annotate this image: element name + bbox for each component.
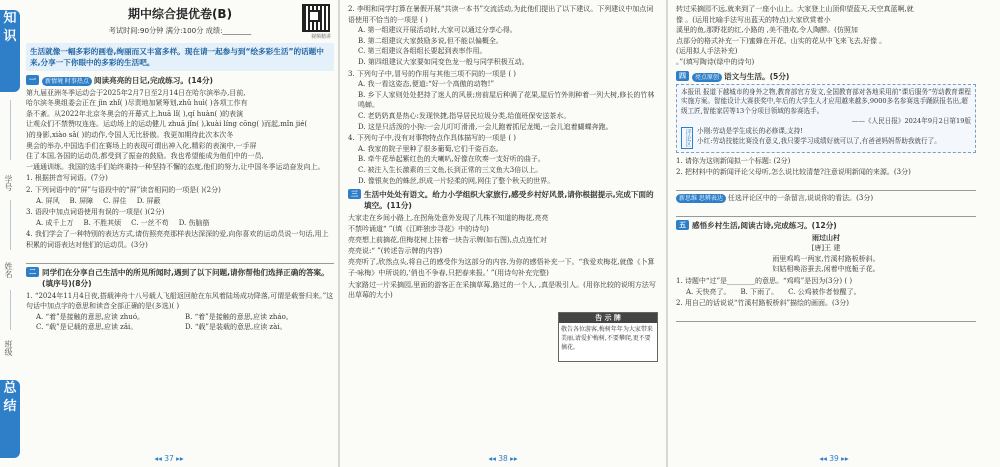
poem-title: 雨过山村 — [812, 232, 840, 242]
option[interactable]: B. 第二组建议大家鼓励多说,但不能以偏概全。 — [358, 36, 503, 45]
option[interactable]: A. “着”是接触的意思,应读 zhuó。 — [36, 312, 145, 321]
option[interactable]: A. 我家的院子里种了很多葡萄,它们千姿百态。 — [358, 144, 503, 153]
section-title: 生活中处处有语文。给力小学组织大家旅行,感受乡村好风景,请你根据提示,完成下面的填空。(11分) — [364, 190, 654, 211]
option[interactable]: C. 被注入生长激素的三文鱼,长到正常的三文鱼大3倍以上。 — [358, 165, 543, 174]
section-4-header — [676, 71, 976, 82]
diary-line: 第九届亚洲冬季运动会于2025年2月7日至2月14日在哈尔滨举办,目前, — [26, 88, 246, 97]
section-1-header — [26, 75, 334, 86]
right-margin — [978, 0, 1000, 467]
section-badge: 新情境 时事热点 — [42, 77, 92, 86]
option[interactable]: B. 牵牛花举起紫红色的大喇叭,好像在吹奏一支好听的曲子。 — [358, 155, 545, 164]
option[interactable]: C. 第三组建议各组组长要起到表率作用。 — [358, 47, 487, 56]
poem-question-1-options — [676, 287, 976, 298]
section-3-body — [348, 213, 660, 256]
diary-line: 住了本国,各国的运动员,都受到了振奋的鼓励。我也希望能成为他们中的一员, — [26, 152, 264, 161]
section-number: 三 — [348, 189, 361, 199]
option[interactable]: B. 下雨了。 — [740, 287, 779, 296]
question-3-text: 任选评论区中的一条留言,说说你的看法。(3分) — [727, 193, 874, 202]
page-39-content — [676, 0, 976, 449]
diary-line: 让观众们不禁赞叹连连。运动场上的运动健儿 zhuā jǐn( ),kuài líng cōng( )而起,mǐn jié( — [26, 120, 308, 129]
question-1: 1. 根据拼音写词语。(7分) — [26, 174, 108, 183]
page-number: ◂◂ 38 ▸▸ — [488, 454, 518, 463]
question-4-options — [348, 144, 660, 186]
fill-paragraph[interactable]: 大家路过一片采摘园,里面的游客正在采摘草莓,路过的一个人, ,真是吸引人。(用你比较的说明方法写出草莓的大小) — [348, 280, 656, 300]
poem-line: 妇姑相唤浴蚕去,闲着中庭栀子花。 — [772, 265, 880, 274]
qr-caption: 视频精讲 — [310, 34, 331, 40]
option[interactable]: B. 不胜其烦 — [83, 218, 122, 227]
question-3 — [676, 193, 976, 204]
option[interactable]: A. 第一组建议开展活动时,大家可以通过分享心得。 — [358, 26, 517, 35]
section-2-options — [26, 312, 334, 333]
section-5-questions — [676, 276, 976, 322]
page-37 — [0, 0, 338, 467]
passage-line[interactable]: 溪里的鱼,那野花的红,小路的 ,美不胜收,令人陶醉。(仿照加 — [676, 26, 858, 35]
option[interactable]: C. 公鸡被作者惊醒了。 — [788, 287, 861, 296]
section-title: 感悟乡村生活,阅读古诗,完成练习。(12分) — [692, 220, 837, 230]
answer-line[interactable] — [676, 180, 976, 191]
answer-line[interactable] — [676, 206, 976, 217]
question-3: 3. 语段中加点词语使用有误的一项是( )(2分) — [26, 208, 165, 217]
notice-title: 告 示 牌 — [559, 313, 657, 323]
question-4: 4. 下列句子中,没有对事物特点作具体描写的一项是 ( ) — [348, 134, 517, 143]
news-source: ——《人民日报》2024年9月2日第19版 — [851, 116, 971, 125]
poem — [676, 233, 976, 275]
notice-text: 敬告各位游客,梅树年年为大家带来美丽,请爱护梅树,不要攀爬,更不要摘花。 — [561, 326, 653, 351]
theme-intro: 生活就像一幅多彩的画卷,绚丽而又丰富多样。现在请一起参与到“绘多彩生活”的话题中来,分享一下你眼中的多彩的生活吧。 — [26, 43, 334, 71]
page-39 — [668, 0, 1000, 467]
option[interactable]: C. “载”是记载的意思,应读 zǎi。 — [36, 323, 138, 332]
option[interactable]: B. 屏障 — [69, 196, 94, 205]
diary-line: 条不紊。从2022年北京冬奥会的开幕式上,huā lǐ( ),qí huàn( )的表演 — [26, 109, 244, 118]
passage-line[interactable]: 像 。(运用比喻手法写出蓝天的特点)大家欣赏着小 — [676, 15, 831, 24]
strip-tab-top: 知 识 — [0, 10, 20, 92]
question-1[interactable]: 1. 请你为这则新闻拟一个标题: (2分) — [676, 156, 791, 165]
option[interactable]: D. 第四组建议大家要如同变色龙一般与同学积极互动。 — [358, 57, 529, 66]
option[interactable]: A. 天快亮了。 — [686, 287, 731, 296]
comment: 小刚:劳动是学生成长的必修课,支持! — [697, 126, 803, 135]
binding-strip — [0, 0, 22, 467]
question-2: 2. 下列词语中的“屏”与语段中的“屏”读音相同的一项是( )(2分) — [26, 185, 221, 194]
comment-tag: 评论区 — [681, 127, 693, 149]
option[interactable]: B. “着”是接触的意思,应读 zháo。 — [185, 312, 293, 321]
option[interactable]: D. 屏蔽 — [136, 196, 161, 205]
section-3-header — [348, 189, 660, 211]
exam-title: 期中综合提优卷(B) — [127, 7, 233, 21]
comment-section — [681, 127, 971, 149]
section-number: 四 — [676, 71, 689, 81]
diary-line: )的身影,xiào sǎ( )的动作,令国人无比骄傲。我更加期待此次本次冬 — [26, 130, 234, 139]
question-3-options — [348, 79, 660, 132]
student-number-label: 学号 — [4, 175, 13, 191]
strip-divider — [10, 290, 11, 330]
section-4-questions — [676, 156, 976, 217]
page-number: ◂◂ 37 ▸▸ — [154, 454, 184, 463]
page-38 — [340, 0, 666, 467]
section-number: 五 — [676, 220, 689, 230]
answer-line[interactable] — [676, 311, 976, 322]
diary-line: 奥会的举办,中国选手们在赛场上的表现可谓出神入化,精彩的表演中,一手屏 — [26, 141, 257, 150]
poem-line: 雨里鸡鸣一两家,竹溪村路板桥斜。 — [772, 254, 880, 263]
passage-line[interactable]: 点部分的格式补充一下)蜜蜂在开花、山实的花从中飞来飞去,好像 。 — [676, 36, 887, 45]
poem-question-2: 2. 用自己的话说说“竹溪村路板桥斜”描绘的画面。(3分) — [676, 299, 849, 308]
page-number: ◂◂ 39 ▸▸ — [819, 454, 849, 463]
poem-question-1[interactable]: 1. 诗题中“过”是________的意思。“鸡鸣”是因为(3分) ( ) — [676, 276, 853, 285]
question-3: 3. 下列句子中,冒号的作用与其他三项不同的一项是 ( ) — [348, 69, 517, 78]
section-5-header — [676, 220, 976, 231]
class-label: 班级 — [4, 340, 13, 356]
strip-divider — [10, 200, 11, 250]
section-2-body — [26, 291, 334, 333]
exam-meta: 考试时间:90分钟 满分:100分 成绩:________ — [108, 26, 252, 35]
diary-line: 哈尔滨冬奥组委会正在 jìn zhǐ( )尽责地加紧筹划,zhǔ huì( )各项工作有 — [26, 99, 248, 108]
question-4: 4. 我们学会了一种特别的表达方式,请仿照亮亮那样表达深深的爱,向你喜欢的运动员说一句话,用上积累的词语表达对他们的运动员。(3分) — [26, 230, 329, 249]
news-text: 本报讯 报道下越城市的身外之物,教育部官方发文,全国教育部对各地采用前“课后服务”劳动教育课程实施方案。智能设计大赛获奖中,年后的大学生人才应用越来越多,9000多名参赛选手踊跃报名出,超级工匠,智能家居等13个分项目领域的参赛选手。 — [681, 87, 971, 116]
passage-line[interactable]: 。”(填写陶诗(绿中的诗句) — [676, 57, 755, 66]
option[interactable]: B. 乡下人家则处处把持了迷人的风景;房前屋后种满了花果,屋后竹外则种着一列大树,修长的竹林鸣蝉。 — [358, 90, 655, 110]
section-title: 语文与生活。(5分) — [724, 71, 790, 81]
section-number: 二 — [26, 267, 39, 277]
diary-passage — [26, 88, 334, 264]
comment: 小红:劳动技能比赛没有意义,我只要学习成绩好就可以了,有爸爸妈妈帮助我就行了。 — [697, 136, 941, 145]
strip-divider — [10, 100, 11, 160]
section-3-body-cont — [348, 257, 660, 300]
poem-author: [唐]王 建 — [811, 244, 841, 253]
option[interactable]: C. 老奶奶真是热心:发现快捷,指导居民垃圾分类,给值班保安送茶水。 — [358, 111, 571, 120]
option[interactable]: D. 这是只活泼的小狗:一会儿叮叮滑滑,一会儿跑着抓尼龙绳,一会儿追着蝴蝶奔跑。 — [358, 122, 613, 131]
question-2-options — [26, 196, 334, 207]
fill-paragraph[interactable]: 大家走在乡间小路上,在拐角处意外发现了几株不知道的梅花,亮亮不禁吟诵道“ ”(填《江畔独步寻花》中的诗句) — [348, 214, 549, 233]
page-38-content — [348, 0, 660, 449]
option[interactable]: D. “载”是装载的意思,应读 zài。 — [185, 323, 287, 332]
question-3-options — [26, 218, 334, 229]
question-2: 2. 李明和同学打算在暑假开展“共读一本书”交流活动,为此他们提出了以下建议。下列建议中加点词语使用不恰当的一项是 ( ) — [348, 5, 654, 24]
answer-line[interactable] — [26, 253, 334, 264]
fill-paragraph[interactable]: 亮亮想上前摘花,但梅花树上挂着一块告示牌(如右图),点点连忙对亮亮说:“ ”(转述告示牌的内容) — [348, 236, 547, 255]
option[interactable]: A. 我一看这姿态,便道:“好一个高傲的动物!” — [358, 80, 495, 89]
fill-paragraph[interactable]: 亮亮听了,欣然点头,将自己的感受作为这部分的内容,为你的感悟补充一下。“我爱欢梅花,就像《卜算子·咏梅》中所说的,‘俏也不争春,只把春来报。’ ”(用诗句补充完整) — [348, 258, 655, 278]
passage-line: (运用拟人手法补充) — [676, 47, 738, 56]
option[interactable]: D. 伤脑筋 — [178, 218, 210, 227]
notice-board — [558, 312, 658, 362]
question-block-2 — [348, 4, 660, 186]
section-2-header — [26, 267, 334, 289]
strip-tab-bottom: 总 结 — [0, 380, 20, 458]
option[interactable]: C. 一丝不苟 — [131, 218, 169, 227]
section-number: 一 — [26, 75, 39, 85]
student-name-label: 姓名 — [4, 262, 13, 278]
question-badge: 新思维 思辨表达 — [676, 194, 726, 203]
question-2: 2. 把材料中的新闻评论父母听,怎么说比较清楚?注意说明新闻的来源。(3分) — [676, 168, 911, 177]
section-badge: 亮点原创 — [692, 73, 722, 82]
page-37-content — [26, 0, 334, 449]
section-title: 同学们在分享自己生活中的所见所闻时,遇到了以下问题,请你帮他们选择正确的答案。(填序号)(8分) — [42, 267, 329, 288]
option[interactable]: A. 成千上万 — [36, 218, 74, 227]
news-box — [676, 84, 976, 153]
passage-continued — [676, 4, 976, 68]
option[interactable]: A. 屏风 — [36, 196, 60, 205]
section-title: 阅读亮亮的日记,完成练习。(14分) — [93, 75, 214, 85]
passage-line: 转过采摘园不远,就来到了一座小山上。大家登上山顶仰望蓝天,天空真蓝啊,就 — [676, 5, 914, 13]
section-2-question-1: 1. “2024年11月4日夜,搭载神舟十八号载人飞船返回舱在东风着陆场成功降落,可谓是载誉归来。”这句话中加点字的意思和读音全部正确的是(多选)( ) — [26, 291, 334, 311]
question-2-options — [348, 25, 660, 67]
option[interactable]: D. 像银灰色的蛛丝,织成一片轻柔的网,网住了整个秋天的世界。 — [358, 176, 555, 185]
diary-line: 一通通训练。我国的选手们始终秉持一种坚持不懈的态度,他们的努力,让中国冬季运动奋发向上。 — [26, 162, 325, 171]
option[interactable]: C. 屏住 — [103, 196, 127, 205]
